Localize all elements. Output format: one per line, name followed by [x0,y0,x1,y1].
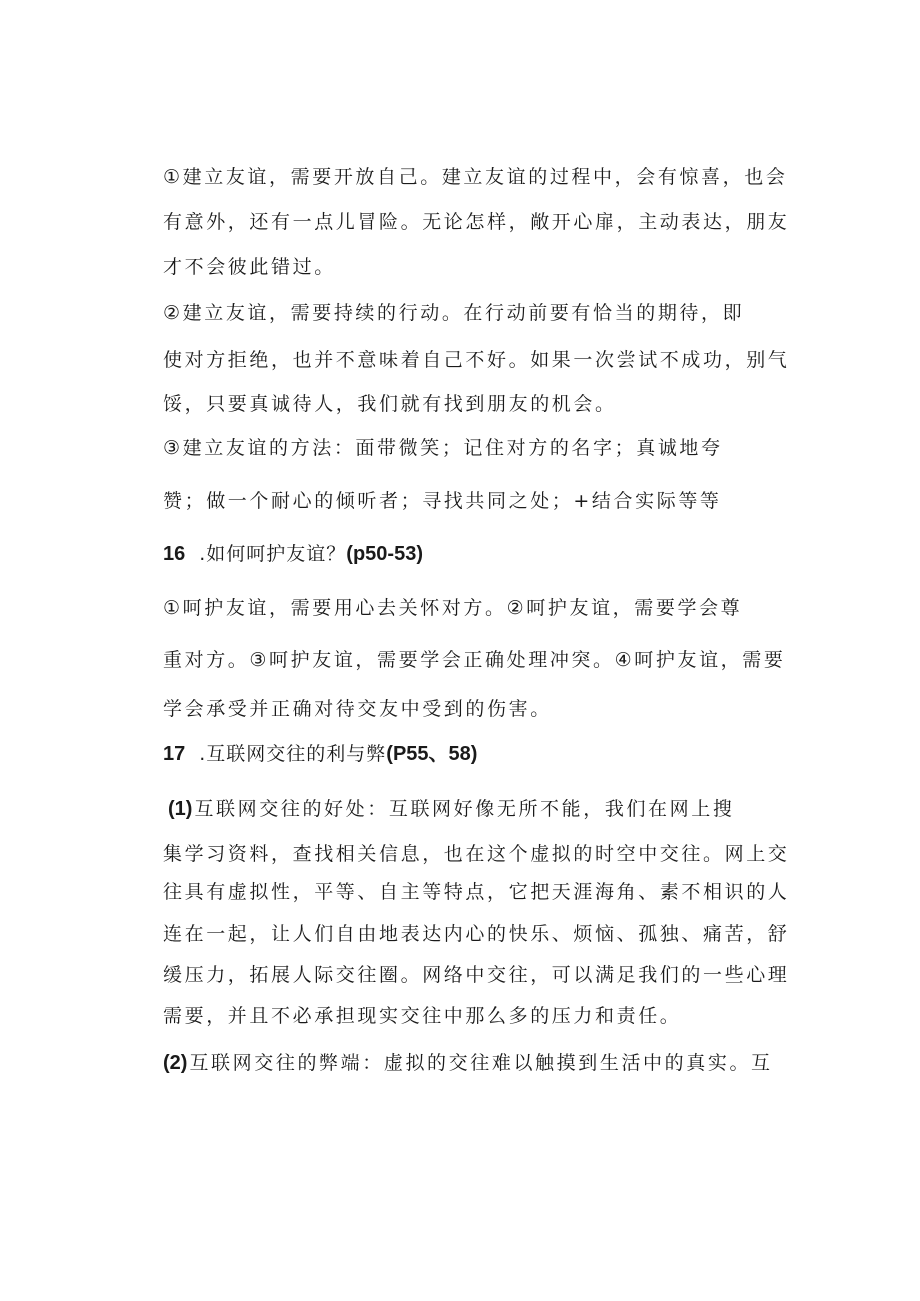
paragraph-line: 赞；做一个耐心的倾听者；寻找共同之处；+结合实际等等 [163,490,722,512]
paragraph-line: 重对方。③呵护友谊，需要学会正确处理冲突。④呵护友谊，需要 [163,649,786,671]
section-heading-17 [163,742,477,766]
paragraph-line: 才不会彼此错过。 [163,256,336,278]
paragraph-line: 馁，只要真诚待人，我们就有找到朋友的机会。 [163,393,617,415]
item-marker: (1) [168,798,193,820]
paragraph-line: ③建立友谊的方法：面带微笑；记住对方的名字；真诚地夸 [163,437,723,459]
paragraph-line: 有意外，还有一点儿冒险。无论怎样，敞开心扉，主动表达，朋友 [163,211,790,233]
paragraph-line: ①建立友谊，需要开放自己。建立友谊的过程中，会有惊喜，也会 [163,166,788,188]
paragraph-text: 互联网交往的弊端：虚拟的交往难以触摸到生活中的真实。互 [189,1052,773,1074]
paragraph-line: 需要，并且不必承担现实交往中那么多的压力和责任。 [163,1005,682,1027]
paragraph-line [163,1051,773,1075]
heading-number: 16 [163,543,186,565]
paragraph-text: 互联网交往的好处：互联网好像无所不能，我们在网上搜 [194,798,735,820]
paragraph-line: ①呵护友谊，需要用心去关怀对方。②呵护友谊，需要学会尊 [163,597,743,619]
item-marker: (2) [163,1052,188,1074]
heading-page-ref: (P55、58) [386,743,478,765]
paragraph-line: ②建立友谊，需要持续的行动。在行动前要有恰当的期待，即 [163,302,745,324]
paragraph-line: 往具有虚拟性，平等、自主等特点，它把天涯海角、素不相识的人 [163,881,790,903]
paragraph-line: 使对方拒绝，也并不意味着自己不好。如果一次尝试不成功，别气 [163,349,790,371]
heading-title: .互联网交往的利与弊 [199,743,387,765]
section-heading-16 [163,542,423,566]
heading-title: .如何呵护友谊？ [199,543,347,565]
heading-number: 17 [163,743,186,765]
paragraph-line: 学会承受并正确对待交友中受到的伤害。 [163,698,552,720]
heading-page-ref: (p50-53) [346,543,423,565]
paragraph-line [168,797,734,821]
paragraph-line: 连在一起，让人们自由地表达内心的快乐、烦恼、孤独、痛苦，舒 [163,923,790,945]
paragraph-line: 缓压力，拓展人际交往圈。网络中交往，可以满足我们的一些心理 [163,964,790,986]
paragraph-line: 集学习资料，查找相关信息，也在这个虚拟的时空中交往。网上交 [163,843,790,865]
